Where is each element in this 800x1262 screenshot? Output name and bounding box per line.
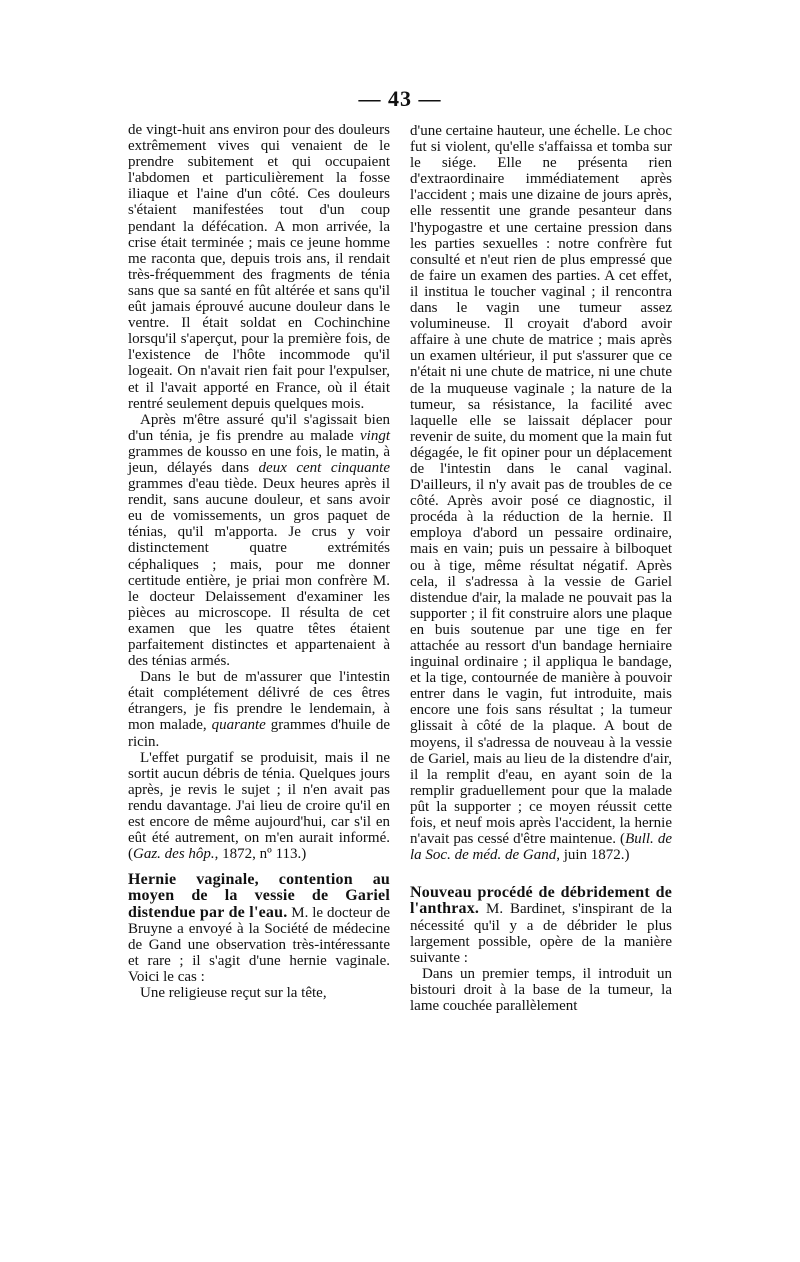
paragraph — [128, 412, 390, 670]
paragraph-text: grammes d'eau tiède. Deux heures après il rendit, sans aucune douleur, et sans avoir eu de vomissements, un gros paquet de ténias, qu'il m'apporta. Je crus y voir distinctement quatre extrémités céphaliques ; mais, pour me donner certitude entière, je priai mon confrère M. le docteur Delaissement d'examiner les pièces au microscope. Il résulta de cet examen que les quatre têtes étaient parfaitement distinctes et appartenaient à des ténias armés. — [128, 476, 390, 670]
article-start — [410, 885, 672, 965]
paragraph-text: Dans un premier temps, il introduit un bistouri droit à la base de la tumeur, la lame couchée parallèlement — [410, 965, 672, 1014]
italic-text: deux cent cinquante — [258, 459, 390, 476]
paragraph — [410, 966, 672, 1014]
italic-text: quarante — [211, 717, 266, 734]
paragraph-text: Après m'être assuré qu'il s'agissait bien d'un ténia, je fis prendre au malade — [128, 411, 390, 444]
citation: Bull. de la Soc. de méd. de Gand — [410, 831, 672, 864]
paragraph-text: Une religieuse reçut sur la tête, — [140, 984, 327, 1001]
citation: Gaz. des hôp. — [133, 846, 215, 863]
paragraph — [128, 122, 390, 412]
page-number: — 43 — — [358, 86, 442, 111]
paragraph — [128, 669, 390, 749]
article-start — [128, 872, 390, 985]
paragraph-text: de vingt-huit ans environ pour des douleurs extrêmement vives qui venaient de le prendre subitement et qui occupaient l'abdomen et particulièrement la fosse iliaque et l'aine d'un côté. Ces douleurs s'étaient manifestées tout d'un coup pendant la défécation. A mon arrivée, la crise était terminée ; mais ce jeune homme me raconta que, depuis trois ans, il rendait très-fréquemment des fragments de ténia sans que sa santé en fût altérée et sans qu'il eût jamais éprouvé aucune douleur dans le ventre. Il était soldat en Cochinchine lorsqu'il s'aperçut, pour la première fois, de l'existence de l'hôte incommode qu'il logeait. On n'avait rien fait pour l'expulser, et il l'avait apporté en France, où il était rentré seulement depuis quelques mois. — [128, 122, 390, 412]
paragraph-text: d'une certaine hauteur, une échelle. Le choc fut si violent, qu'elle s'affaissa et tomba sur le siége. Elle ne présenta rien d'extraordinaire immédiatement après l'accident ; mais une dizaine de jours après, elle ressentit une grande pesanteur dans l'hypogastre et une certaine pression dans les parties sexuelles : notre confrère fut consulté et n'eut rien de plus empressé que de faire un examen des parties. A cet effet, il institua le toucher vaginal ; il rencontra dans le vagin une tumeur assez volumineuse. Il croyait d'abord avoir affaire à une chute de matrice ; mais après un examen ultérieur, il put s'assurer que ce n'était ni une chute de matrice, ni une chute de la muqueuse vaginale ; la nature de la tumeur, sa résistance, la facilité avec laquelle elle se laissait déplacer pour revenir de suite, du moment que la main fut dégagée, le fit opiner pour un déplacement de l'intestin dans le canal vaginal. D'ailleurs, il n'y avait pas de troubles de ce côté. Après avoir posé ce diagnostic, il procéda à la réduction de la hernie. Il employa d'abord un pessaire ordinaire, mais en vain; puis un pessaire à bilboquet ou à tige, même résultat négatif. Après cela, il s'adressa à la vessie de Gariel distendue d'air, la malade ne pouvait pas la supporter ; il fit construire alors une plaque en buis soutenue par une tige en fer attachée au ressort d'un bandage herniaire inguinal ordinaire ; il appliqua le bandage, et la tige, contournée de manière à pouvoir entrer dans le vagin, fut introduite, mais encore une fois sans résultat ; la tumeur glissait à côté de la plaque. A bout de moyens, il s'adressa de nouveau à la vessie de Gariel, mais au lieu de la distendre d'air, il la remplit d'eau, en ayant soin de la remplir graduellement pour que la malade pût la supporter ; ce moyen réussit cette fois, et neuf mois après l'accident, la hernie n'avait pas cessé d'être maintenue. ( — [410, 123, 673, 848]
left-column — [128, 122, 390, 1001]
paragraph — [410, 123, 672, 863]
paragraph-text: grammes d'huile de ricin. — [128, 717, 390, 750]
paragraph-text: M. Bardinet, s'inspirant de la nécessité qu'il y a de débrider le plus largement possible, opère de la manière suivante : — [410, 901, 672, 966]
paragraph-text: , 1872, nº 113.) — [214, 846, 307, 863]
paragraph-text: grammes de kousso en une fois, le matin, à jeun, délayés dans — [128, 443, 390, 476]
article-heading: Nouveau procédé de débridement de l'anthrax. — [410, 884, 672, 918]
paragraph-text: M. le docteur de Bruyne a envoyé à la Société de médecine de Gand une observation très-intéressante et rare ; il s'agit d'une hernie vaginale. Voici le cas : — [128, 904, 390, 985]
italic-text: vingt — [360, 427, 390, 444]
paragraph-text: Dans le but de m'assurer que l'intestin était complétement délivré de ces êtres étrangers, je fis prendre le lendemain, à mon malade, — [128, 669, 390, 734]
paragraph-text: , juin 1872.) — [556, 847, 630, 864]
paragraph-text: L'effet purgatif se produisit, mais il ne sortit aucun débris de ténia. Quelques jours après, je revis le sujet ; il n'en avait pas rendu davantage. J'ai lieu de croire qu'il en est encore de même aujourd'hui, car s'il en eût été autrement, on m'en aurait informé. ( — [128, 749, 390, 863]
right-column — [410, 123, 672, 1014]
paragraph — [128, 750, 390, 863]
article-heading: Hernie vaginale, contention au moyen de la vessie de Gariel distendue par de l'eau. — [128, 871, 390, 921]
paragraph — [128, 985, 390, 1001]
